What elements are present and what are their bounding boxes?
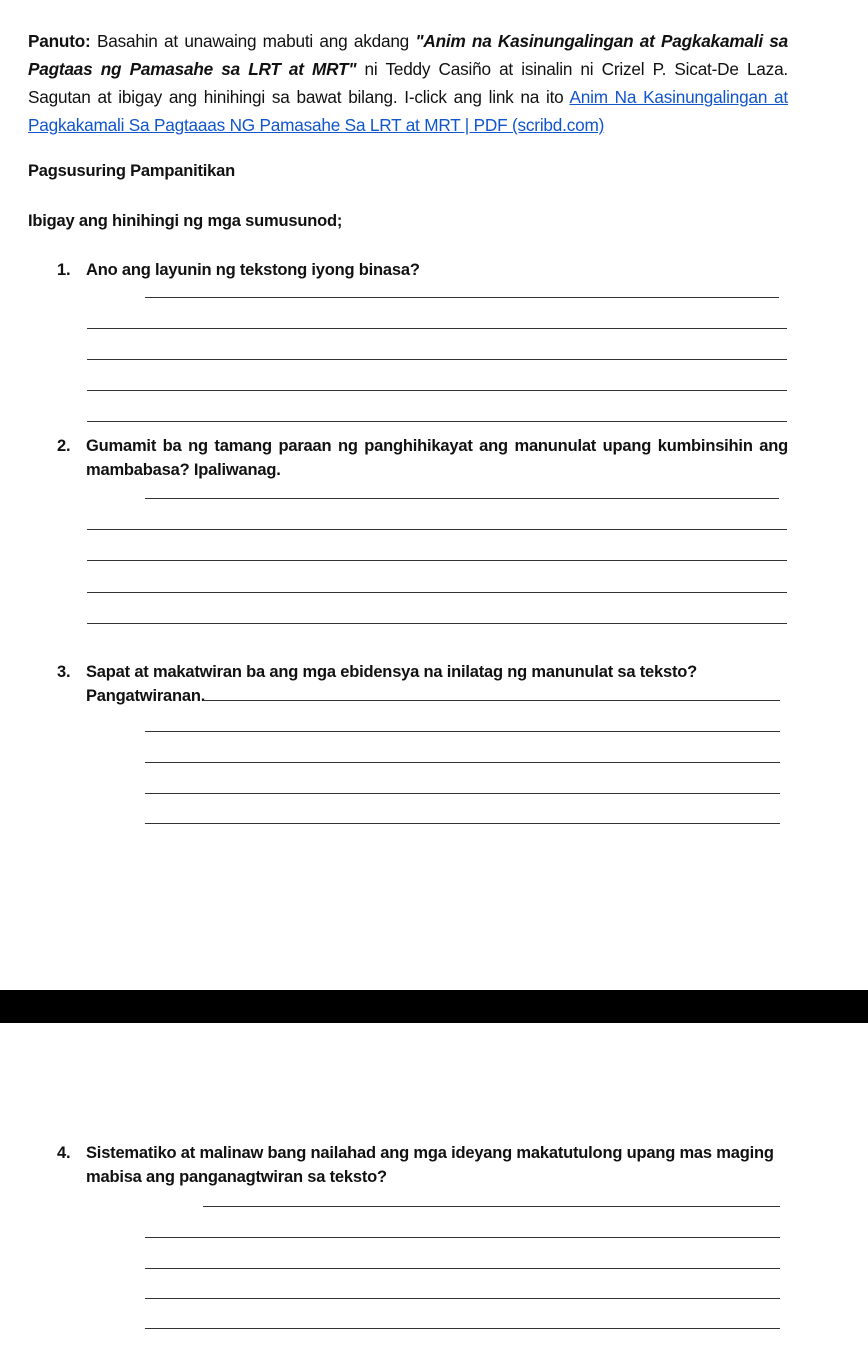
answer-line[interactable] <box>145 498 779 499</box>
answer-line[interactable] <box>87 529 787 530</box>
question-2 <box>57 434 788 482</box>
answer-line[interactable] <box>145 1328 780 1329</box>
answer-line[interactable] <box>145 731 780 732</box>
answer-line[interactable] <box>87 623 787 624</box>
scribd-link[interactable]: Anim Na Kasinungalingan at Pagkakamali Sa Pagtaaas NG Pamasahe Sa LRT at MRT | PDF (scribd.com) <box>28 87 788 136</box>
answer-line[interactable] <box>87 560 787 561</box>
page-divider-band <box>0 990 868 1023</box>
question-text: Ano ang layunin ng tekstong iyong binasa? <box>86 261 420 279</box>
question-number: 2. <box>57 437 71 455</box>
question-text: Sapat at makatwiran ba ang mga ebidensya na inilatag ng manunulat sa teksto? Pangatwiranan. <box>86 663 698 705</box>
question-number: 3. <box>57 663 71 681</box>
answer-line[interactable] <box>145 1298 780 1299</box>
answer-line[interactable] <box>87 328 787 329</box>
answer-line[interactable] <box>145 823 780 824</box>
instructions-label: Panuto: <box>28 31 91 52</box>
answer-line[interactable] <box>87 359 787 360</box>
answer-line[interactable] <box>145 793 780 794</box>
answer-line[interactable] <box>87 421 787 422</box>
section-title: Pagsusuring Pampanitikan <box>28 162 236 180</box>
story-title: "Anim na Kasinungalingan at Pagkakamali sa Pagtaas ng Pamasahe sa LRT at MRT" <box>28 31 789 80</box>
question-text: Gumamit ba ng tamang paraan ng panghihikayat ang manunulat upang kumbinsihin ang mambabasa? Ipaliwanag. <box>86 437 788 479</box>
question-4 <box>57 1141 787 1189</box>
question-number: 1. <box>57 261 71 279</box>
instructions-text-continued: ni Teddy Casiño at isinalin ni Crizel P. Sicat-De Laza. Sagutan at ibigay ang hinihingi sa bawat bilang. I-click ang link na ito <box>28 59 788 108</box>
answer-line[interactable] <box>203 1206 780 1207</box>
question-number: 4. <box>57 1144 71 1162</box>
answer-line[interactable] <box>145 297 779 298</box>
answer-line[interactable] <box>203 700 780 701</box>
question-1 <box>57 258 787 282</box>
answer-line[interactable] <box>145 762 780 763</box>
instructions-text: Basahin at unawaing mabuti ang akdang <box>96 31 410 52</box>
answer-line[interactable] <box>145 1268 780 1269</box>
instructions-paragraph <box>28 27 788 139</box>
answer-line[interactable] <box>145 1237 780 1238</box>
answer-line[interactable] <box>87 390 787 391</box>
question-text: Sistematiko at malinaw bang nailahad ang mga ideyang makatutulong upang mas maging mabisa ang panganagtwiran sa teksto? <box>86 1144 774 1186</box>
directive-text: Ibigay ang hinihingi ng mga sumusunod; <box>28 212 343 230</box>
answer-line[interactable] <box>87 592 787 593</box>
